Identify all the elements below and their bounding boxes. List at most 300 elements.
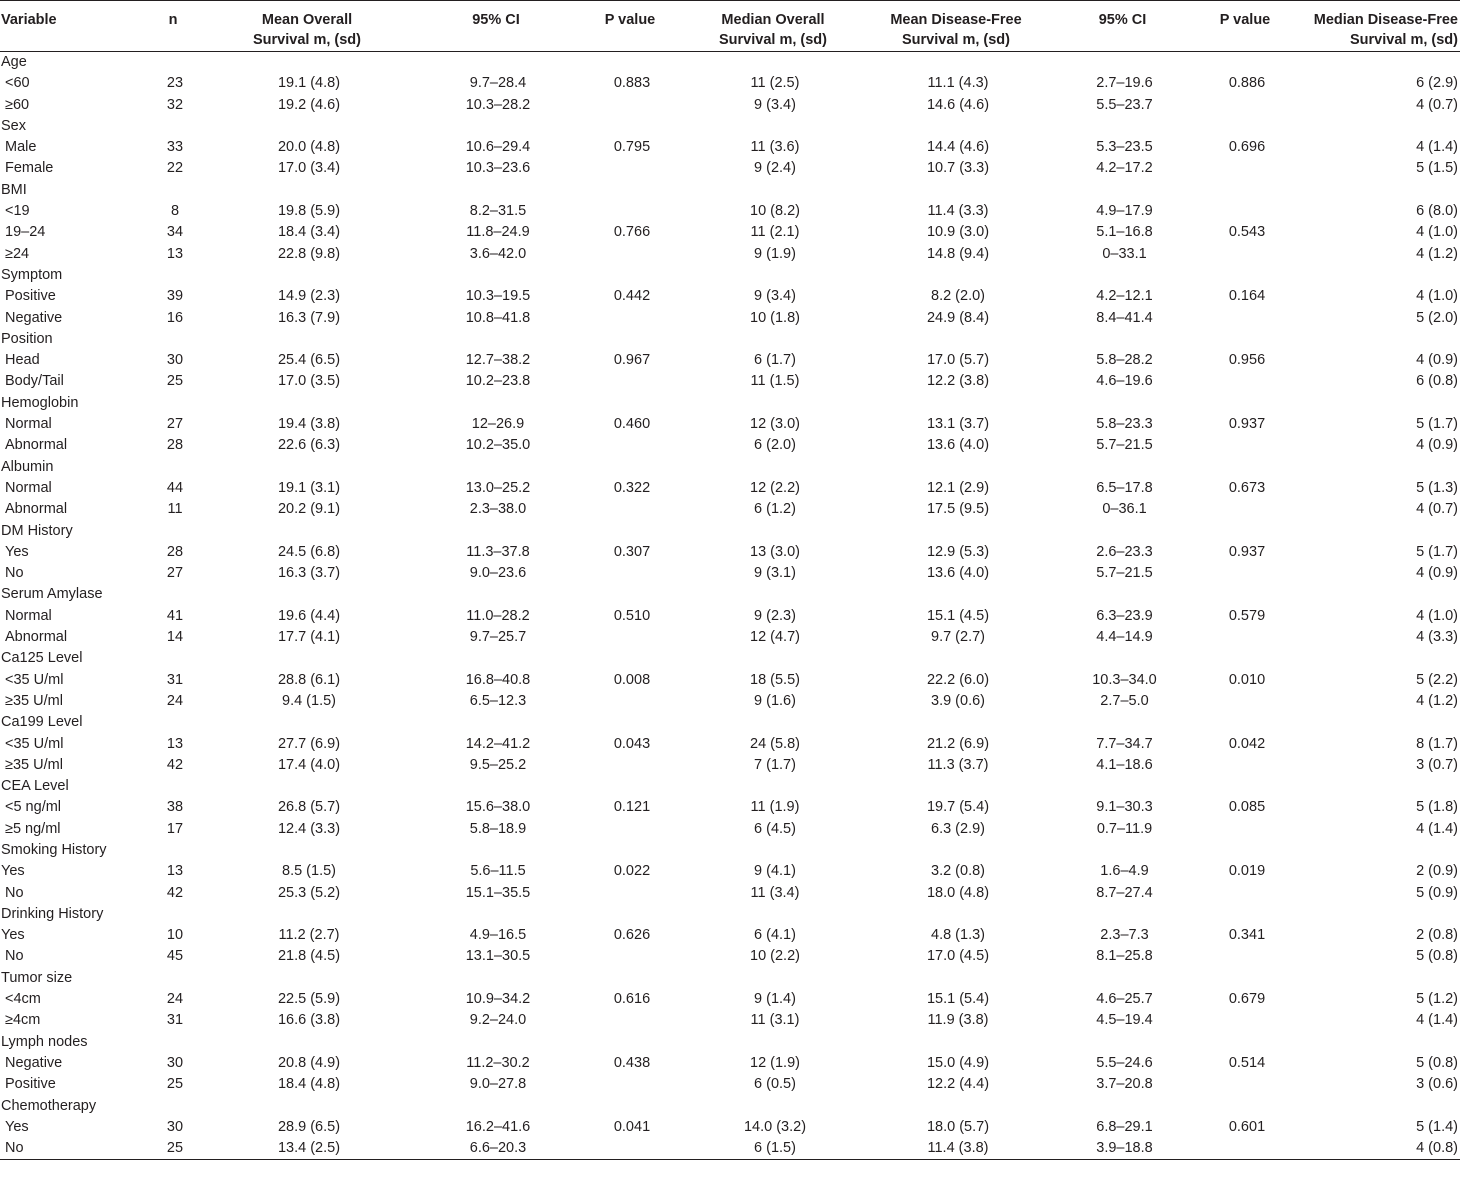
empty-cell [1197,457,1297,478]
cell-p-value-disease-free [1197,371,1297,392]
group-row [0,648,1460,669]
cell-median-overall-survival: 18 (5.5) [750,671,800,688]
empty-cell [150,521,200,542]
cell-mean-disease-free-survival: 4.8 (1.3) [931,927,985,944]
cell-variable: <60 [5,75,30,92]
cell-n: 25 [166,1076,184,1093]
cell-n: 45 [166,948,184,965]
cell-p-value-disease-free: 0.886 [1228,75,1266,92]
cell-p-value-overall [578,95,686,116]
cell-median-disease-free-survival: 5 (0.9) [1416,884,1458,901]
cell-n: 24 [166,692,184,709]
cell-median-overall-survival: 6 (0.5) [754,1076,796,1093]
cell-median-overall-survival: 6 (4.5) [754,820,796,837]
empty-cell [686,521,864,542]
cell-mean-disease-free-survival: 17.0 (4.5) [926,948,990,965]
header-mean-disease-free-survival: Mean Disease-Free Survival m, (sd) [864,1,1052,52]
header-median-disease-free-survival: Median Disease-Free Survival m, (sd) [1297,1,1460,52]
cell-ci-overall: 2.3–38.0 [469,501,527,518]
cell-mean-overall-survival: 19.6 (4.4) [277,607,341,624]
cell-p-value-disease-free [1197,201,1297,222]
table-row [0,861,1460,882]
cell-median-overall-survival: 10 (1.8) [750,309,800,326]
empty-cell [418,329,578,350]
cell-variable: No [5,948,24,965]
cell-median-overall-survival: 12 (2.2) [750,479,800,496]
empty-cell [686,904,864,925]
empty-cell [200,840,418,861]
group-label: Serum Amylase [1,586,103,603]
cell-median-overall-survival: 12 (3.0) [750,416,800,433]
cell-median-disease-free-survival: 5 (1.2) [1416,991,1458,1008]
cell-mean-disease-free-survival: 11.1 (4.3) [927,75,989,92]
group-row [0,904,1460,925]
group-label: CEA Level [1,778,69,795]
cell-n: 13 [166,735,184,752]
cell-ci-overall: 16.8–40.8 [465,671,531,688]
empty-cell [150,840,200,861]
cell-median-disease-free-survival: 5 (2.2) [1416,671,1458,688]
group-row [0,968,1460,989]
cell-ci-overall: 10.3–28.2 [465,96,531,113]
cell-ci-disease-free: 5.8–28.2 [1096,352,1153,369]
cell-mean-overall-survival: 24.5 (6.8) [277,543,341,560]
cell-median-disease-free-survival: 6 (2.9) [1416,75,1458,92]
empty-cell [200,265,418,286]
group-label: Drinking History [1,905,104,922]
empty-cell [1052,904,1197,925]
cell-p-value-overall: 0.043 [613,735,651,752]
cell-p-value-disease-free: 0.679 [1228,991,1266,1008]
table-row [0,435,1460,456]
cell-median-overall-survival: 9 (3.1) [754,565,796,582]
cell-p-value-disease-free: 0.010 [1228,671,1266,688]
empty-cell [1197,840,1297,861]
table-row [0,371,1460,392]
empty-cell [578,521,686,542]
cell-p-value-overall: 0.616 [613,991,651,1008]
cell-variable: Yes [1,863,25,880]
cell-median-disease-free-survival: 5 (1.5) [1416,160,1458,177]
cell-ci-overall: 14.2–41.2 [465,735,531,752]
cell-median-overall-survival: 9 (2.3) [754,607,796,624]
cell-mean-disease-free-survival: 15.1 (4.5) [926,607,990,624]
empty-cell [1052,265,1197,286]
table-row [0,797,1460,818]
empty-cell [1197,180,1297,201]
empty-cell [686,1096,864,1117]
header-median-overall-survival: Median Overall Survival m, (sd) [686,1,864,52]
cell-p-value-overall: 0.883 [613,75,651,92]
cell-variable: <19 [5,203,30,220]
empty-cell [686,712,864,733]
empty-cell [1297,116,1460,137]
cell-p-value-disease-free [1197,499,1297,520]
cell-median-disease-free-survival: 5 (0.8) [1416,948,1458,965]
empty-cell [578,329,686,350]
empty-cell [686,180,864,201]
group-row [0,1032,1460,1053]
cell-n: 28 [166,543,184,560]
cell-variable: Body/Tail [5,373,64,390]
cell-ci-overall: 10.3–23.6 [465,160,531,177]
cell-mean-overall-survival: 22.5 (5.9) [277,991,341,1008]
cell-mean-disease-free-survival: 24.9 (8.4) [926,309,990,326]
cell-median-disease-free-survival: 6 (0.8) [1416,373,1458,390]
empty-cell [200,776,418,797]
cell-ci-disease-free: 6.3–23.9 [1096,607,1153,624]
cell-variable: No [0,1138,150,1160]
cell-variable: Normal [5,416,52,433]
cell-ci-disease-free: 0.7–11.9 [1096,820,1153,837]
table-row [0,158,1460,179]
cell-ci-disease-free: 3.7–20.8 [1096,1076,1153,1093]
cell-median-disease-free-survival: 5 (1.7) [1416,416,1458,433]
cell-mean-overall-survival: 19.1 (3.1) [277,479,341,496]
empty-cell [1197,584,1297,605]
empty-cell [686,393,864,414]
cell-p-value-disease-free [1197,1138,1297,1160]
empty-cell [1052,116,1197,137]
cell-mean-overall-survival: 22.6 (6.3) [277,437,341,454]
cell-variable: Positive [5,1076,56,1093]
cell-variable: <5 ng/ml [5,799,62,816]
cell-n: 8 [170,203,180,220]
empty-cell [578,457,686,478]
cell-variable: Yes [5,543,29,560]
cell-median-disease-free-survival: 4 (0.7) [1416,96,1458,113]
empty-cell [418,180,578,201]
cell-mean-disease-free-survival: 22.2 (6.0) [926,671,990,688]
table-row [0,989,1460,1010]
empty-cell [1297,265,1460,286]
cell-median-disease-free-survival: 5 (1.4) [1416,1118,1458,1135]
cell-mean-disease-free-survival: 8.2 (2.0) [931,288,985,305]
cell-mean-disease-free-survival: 13.6 (4.0) [926,565,990,582]
cell-p-value-overall: 0.008 [613,671,651,688]
cell-ci-overall: 5.6–11.5 [470,863,526,880]
cell-median-overall-survival: 9 (3.4) [754,288,796,305]
cell-n: 30 [166,352,184,369]
empty-cell [578,1096,686,1117]
cell-n: 30 [166,1054,184,1071]
cell-ci-overall: 9.7–28.4 [469,75,527,92]
cell-mean-overall-survival: 18.4 (4.8) [277,1076,341,1093]
group-label: BMI [1,181,27,198]
cell-mean-overall-survival: 20.8 (4.9) [277,1054,341,1071]
empty-cell [1297,1096,1460,1117]
cell-ci-overall: 12–26.9 [471,416,525,433]
table-row [0,946,1460,967]
empty-cell [1197,265,1297,286]
empty-cell [1297,968,1460,989]
cell-median-overall-survival: 9 (1.9) [754,245,796,262]
cell-p-value-disease-free: 0.601 [1228,1118,1266,1135]
cell-median-disease-free-survival: 4 (1.4) [1416,820,1458,837]
cell-ci-disease-free: 6.8–29.1 [1096,1118,1153,1135]
empty-cell [686,329,864,350]
cell-mean-overall-survival: 21.8 (4.5) [277,948,341,965]
empty-cell [864,457,1052,478]
cell-ci-disease-free: 1.6–4.9 [1100,863,1149,880]
empty-cell [150,776,200,797]
cell-ci-overall: 11.8–24.9 [466,224,530,241]
empty-cell [1197,1032,1297,1053]
empty-cell [418,904,578,925]
cell-mean-overall-survival: 16.6 (3.8) [277,1012,341,1029]
cell-median-disease-free-survival: 4 (1.0) [1416,224,1458,241]
cell-ci-overall: 11.3–37.8 [466,543,530,560]
empty-cell [1297,180,1460,201]
cell-median-disease-free-survival: 4 (3.3) [1416,629,1458,646]
empty-cell [150,648,200,669]
cell-ci-overall: 16.2–41.6 [465,1118,531,1135]
cell-n: 10 [166,927,184,944]
cell-ci-overall: 9.7–25.7 [469,629,527,646]
empty-cell [686,648,864,669]
header-n: n [150,1,200,52]
cell-mean-disease-free-survival: 14.6 (4.6) [926,96,990,113]
cell-p-value-overall [578,563,686,584]
cell-n: 30 [166,1118,184,1135]
cell-p-value-overall: 0.442 [613,288,651,305]
group-row [0,457,1460,478]
cell-ci-disease-free: 4.6–19.6 [1096,373,1153,390]
empty-cell [864,584,1052,605]
cell-n: 32 [166,96,184,113]
cell-mean-disease-free-survival: 17.5 (9.5) [926,501,990,518]
table-body [0,52,1460,1160]
cell-median-overall-survival: 9 (2.4) [754,160,796,177]
empty-cell [150,457,200,478]
cell-p-value-overall [578,691,686,712]
cell-mean-overall-survival: 19.2 (4.6) [277,96,341,113]
cell-median-disease-free-survival: 3 (0.6) [1416,1076,1458,1093]
cell-ci-overall: 10.3–19.5 [465,288,531,305]
cell-mean-disease-free-survival: 13.1 (3.7) [926,416,990,433]
empty-cell [1197,521,1297,542]
group-row [0,180,1460,201]
cell-median-disease-free-survival: 5 (2.0) [1416,309,1458,326]
cell-p-value-overall: 0.121 [613,799,651,816]
cell-median-overall-survival: 6 (1.5) [686,1138,864,1160]
group-label: Lymph nodes [1,1033,88,1050]
table-row [0,95,1460,116]
cell-mean-overall-survival: 17.0 (3.5) [277,373,341,390]
empty-cell [200,584,418,605]
empty-cell [200,521,418,542]
cell-ci-disease-free: 4.9–17.9 [1096,203,1153,220]
cell-p-value-disease-free [1197,755,1297,776]
empty-cell [578,968,686,989]
group-label: Chemotherapy [1,1097,97,1114]
header-ci-disease-free: 95% CI [1052,1,1197,52]
cell-median-overall-survival: 13 (3.0) [750,543,800,560]
cell-mean-disease-free-survival: 12.2 (4.4) [926,1076,990,1093]
cell-median-overall-survival: 6 (1.7) [754,352,796,369]
cell-mean-overall-survival: 19.4 (3.8) [277,416,341,433]
cell-median-disease-free-survival: 5 (1.3) [1416,479,1458,496]
cell-ci-overall: 9.5–25.2 [469,756,527,773]
cell-mean-disease-free-survival: 12.9 (5.3) [926,543,990,560]
cell-ci-disease-free: 4.4–14.9 [1096,629,1153,646]
cell-ci-overall: 8.2–31.5 [469,203,527,220]
cell-ci-disease-free: 5.5–24.6 [1096,1054,1153,1071]
empty-cell [864,1032,1052,1053]
cell-variable: 19–24 [5,224,46,241]
empty-cell [1052,457,1197,478]
cell-p-value-disease-free [1197,1010,1297,1031]
cell-ci-disease-free: 5.8–23.3 [1096,416,1153,433]
cell-ci-overall: 10.8–41.8 [465,309,531,326]
empty-cell [200,904,418,925]
empty-cell [200,968,418,989]
cell-mean-overall-survival: 9.4 (1.5) [282,692,336,709]
empty-cell [418,457,578,478]
cell-p-value-disease-free: 0.937 [1228,543,1266,560]
table-row [0,499,1460,520]
empty-cell [864,904,1052,925]
cell-p-value-disease-free [1197,1074,1297,1095]
empty-cell [150,265,200,286]
group-label: Ca125 Level [1,650,83,667]
table-row [0,414,1460,435]
empty-cell [1052,1096,1197,1117]
cell-p-value-overall: 0.795 [613,139,651,156]
empty-cell [1052,52,1197,74]
empty-cell [200,180,418,201]
cell-variable: Abnormal [5,501,68,518]
cell-p-value-overall [578,308,686,329]
empty-cell [864,52,1052,74]
empty-cell [200,457,418,478]
cell-mean-overall-survival: 28.8 (6.1) [277,671,341,688]
group-row [0,521,1460,542]
cell-mean-disease-free-survival: 17.0 (5.7) [926,352,990,369]
cell-p-value-overall: 0.460 [613,416,651,433]
cell-variable: Female [5,160,54,177]
group-label: Hemoglobin [1,394,79,411]
empty-cell [1052,712,1197,733]
cell-variable: <35 U/ml [5,735,64,752]
empty-cell [864,1096,1052,1117]
empty-cell [1052,968,1197,989]
table-row [0,925,1460,946]
cell-mean-disease-free-survival: 9.7 (2.7) [931,629,985,646]
table-row [0,1053,1460,1074]
cell-variable: Yes [1,927,25,944]
cell-n: 23 [166,75,184,92]
cell-median-overall-survival: 12 (1.9) [750,1054,800,1071]
table-row [0,670,1460,691]
table-row [0,734,1460,755]
cell-median-overall-survival: 6 (4.1) [754,927,796,944]
cell-p-value-disease-free [1197,158,1297,179]
cell-median-disease-free-survival: 5 (1.7) [1416,543,1458,560]
empty-cell [418,648,578,669]
group-label: Ca199 Level [1,714,83,731]
empty-cell [864,968,1052,989]
cell-median-overall-survival: 11 (3.6) [750,139,800,156]
empty-cell [418,712,578,733]
group-row [0,393,1460,414]
cell-ci-disease-free: 8.4–41.4 [1096,309,1153,326]
cell-ci-overall: 15.6–38.0 [465,799,531,816]
cell-mean-disease-free-survival: 21.2 (6.9) [926,735,990,752]
cell-p-value-disease-free [1197,627,1297,648]
cell-variable: ≥5 ng/ml [5,820,61,837]
cell-median-overall-survival: 10 (2.2) [750,948,800,965]
table-row [0,137,1460,158]
cell-mean-overall-survival: 22.8 (9.8) [277,245,341,262]
cell-mean-overall-survival: 13.4 (2.5) [200,1138,418,1160]
cell-variable: No [5,565,24,582]
empty-cell [418,52,578,74]
empty-cell [418,265,578,286]
group-label: Symptom [1,266,63,283]
cell-median-disease-free-survival: 5 (1.8) [1416,799,1458,816]
cell-mean-overall-survival: 12.4 (3.3) [277,820,341,837]
cell-n: 41 [166,607,184,624]
group-row [0,265,1460,286]
cell-n: 17 [166,820,184,837]
cell-ci-disease-free: 2.7–19.6 [1096,75,1153,92]
cell-n: 24 [166,991,184,1008]
cell-ci-disease-free: 5.1–16.8 [1096,224,1153,241]
empty-cell [686,116,864,137]
cell-median-overall-survival: 11 (3.4) [750,884,800,901]
cell-median-overall-survival: 9 (1.4) [754,991,796,1008]
empty-cell [578,840,686,861]
empty-cell [150,329,200,350]
cell-mean-disease-free-survival: 10.7 (3.3) [926,160,990,177]
cell-p-value-overall: 0.626 [613,927,651,944]
cell-ci-overall: 10.2–35.0 [465,437,531,454]
cell-p-value-overall: 0.510 [613,607,651,624]
empty-cell [1197,1096,1297,1117]
group-label: Tumor size [1,969,73,986]
cell-mean-disease-free-survival: 6.3 (2.9) [931,820,985,837]
empty-cell [418,1032,578,1053]
header-variable: Variable [0,1,150,52]
cell-median-disease-free-survival: 4 (1.2) [1416,692,1458,709]
empty-cell [1197,116,1297,137]
cell-p-value-disease-free: 0.543 [1228,224,1266,241]
empty-cell [418,776,578,797]
empty-cell [1297,1032,1460,1053]
empty-cell [418,840,578,861]
cell-p-value-disease-free: 0.042 [1228,735,1266,752]
empty-cell [864,840,1052,861]
empty-cell [1197,648,1297,669]
cell-median-disease-free-survival: 6 (8.0) [1416,203,1458,220]
group-label: DM History [1,522,73,539]
cell-mean-disease-free-survival: 14.8 (9.4) [926,245,990,262]
cell-p-value-overall: 0.022 [613,863,651,880]
cell-ci-disease-free: 10.3–34.0 [1092,671,1157,688]
empty-cell [200,393,418,414]
cell-p-value-overall [578,819,686,840]
cell-p-value-overall [578,1138,686,1160]
table-row [0,1010,1460,1031]
empty-cell [150,712,200,733]
cell-ci-overall: 12.7–38.2 [465,352,531,369]
cell-p-value-disease-free: 0.956 [1228,352,1266,369]
cell-p-value-disease-free: 0.085 [1228,799,1266,816]
cell-median-disease-free-survival: 8 (1.7) [1416,735,1458,752]
group-row [0,712,1460,733]
cell-variable: Yes [5,1118,29,1135]
